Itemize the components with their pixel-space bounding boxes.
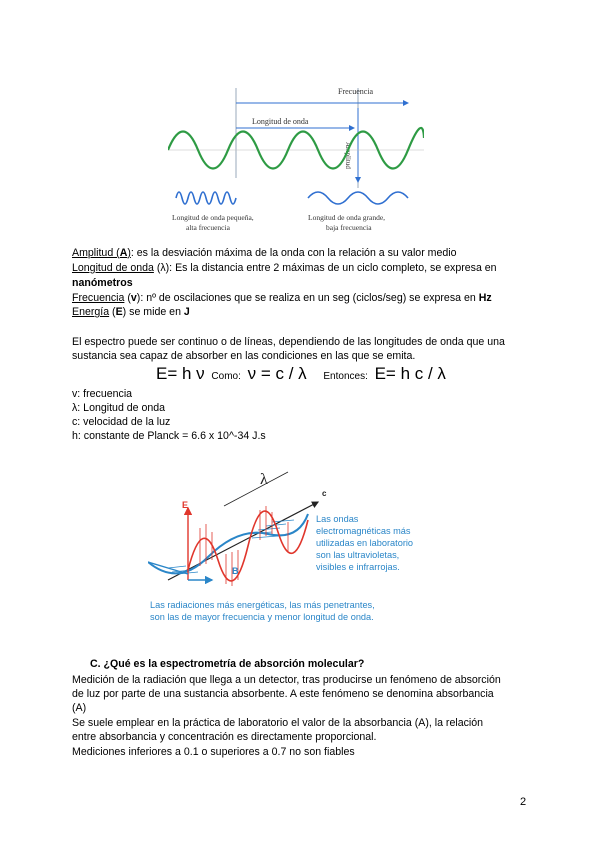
formula-entonces: Entonces: xyxy=(323,371,368,382)
frecuencia-label: Frecuencia xyxy=(338,87,374,96)
amplitud-label: Amplitud xyxy=(344,142,352,169)
side-line-5: visibles e infrarrojas. xyxy=(316,562,400,572)
var-planck: h: constante de Planck = 6.6 x 10^-34 J.s xyxy=(72,430,266,442)
def-longitud-unit: nanómetros xyxy=(72,277,133,289)
formula-e-hc-lambda: E= h c / λ xyxy=(374,364,446,383)
lambda-label: λ xyxy=(260,471,268,488)
page-number: 2 xyxy=(520,796,527,808)
em-wave-diagram xyxy=(148,462,438,626)
spectrum-line-2: sustancia sea capaz de absorber en las condiciones en las que se emita. xyxy=(72,350,416,362)
large-wavelength-wave xyxy=(308,192,408,204)
magnetic-field-wave xyxy=(148,514,308,573)
side-line-1: Las ondas xyxy=(316,514,359,524)
amplitud-term: Amplitud (A) xyxy=(72,247,131,259)
wave-diagram xyxy=(168,78,424,238)
side-text xyxy=(316,514,413,572)
energia-term: Energía xyxy=(72,306,110,318)
propagation-axis xyxy=(168,502,318,580)
right-caption-1: Longitud de onda grande, xyxy=(308,213,386,222)
section-c-line-6: Mediciones inferiores a 0.1 o superiores a 0.7 no son fiables xyxy=(72,746,355,758)
formula-e-hv: E= h ν xyxy=(156,364,205,383)
b-label: B xyxy=(232,566,239,576)
section-c-line-5: entre absorbancia y concentración es directamente proporcional. xyxy=(72,731,377,743)
side-line-2: electromagnéticas más xyxy=(316,526,411,536)
def-longitud: Longitud de onda (λ): Es la distancia entre 2 máximas de un ciclo completo, se expresa en xyxy=(72,262,497,274)
bottom-line-1: Las radiaciones más energéticas, las más penetrantes, xyxy=(150,600,375,610)
e-label: E xyxy=(182,500,189,510)
lambda-arrow xyxy=(224,472,288,506)
var-frecuencia: v: frecuencia xyxy=(72,388,133,400)
left-caption-1: Longitud de onda pequeña, xyxy=(172,213,254,222)
frecuencia-term: Frecuencia xyxy=(72,292,125,304)
formula-como: Como: xyxy=(211,371,241,382)
left-caption-2: alta frecuencia xyxy=(186,223,230,232)
def-frecuencia: Frecuencia (v): nº de oscilaciones que se realiza en un seg (ciclos/seg) se expresa en Hz xyxy=(72,292,492,304)
var-longitud: λ: Longitud de onda xyxy=(72,402,166,414)
var-velocidad: c: velocidad de la luz xyxy=(72,416,171,428)
formula-v-c-lambda: ν = c / λ xyxy=(247,364,307,383)
green-wave xyxy=(168,128,424,169)
section-c-line-2: de luz por parte de una sustancia absorbente. A este fenómeno se denomina absorbancia xyxy=(72,688,494,700)
section-c-line-4: Se suele emplear en la práctica de laboratorio el valor de la absorbancia (A), la relación xyxy=(72,717,484,729)
energy-formula xyxy=(156,364,446,384)
bottom-line-2: son las de mayor frecuencia y menor longitud de onda. xyxy=(150,612,374,622)
c-label: c xyxy=(322,489,327,498)
right-caption-2: baja frecuencia xyxy=(326,223,372,232)
longitud-label: Longitud de onda xyxy=(252,117,309,126)
section-c-line-3: (A) xyxy=(72,702,87,714)
side-line-3: utilizadas en laboratorio xyxy=(316,538,414,548)
section-c-line-1: Medición de la radiación que llega a un detector, tras producirse un fenómeno de absorción xyxy=(72,674,501,686)
def-amplitud: Amplitud (A): es la desviación máxima de la onda con la relación a su valor medio xyxy=(72,247,457,259)
side-line-4: son las ultravioletas, xyxy=(316,550,400,560)
small-wavelength-wave xyxy=(176,192,236,204)
spectrum-line-1: El espectro puede ser continuo o de líneas, dependiendo de las longitudes de onda que una xyxy=(72,336,505,348)
section-c-heading: C. ¿Qué es la espectrometría de absorción molecular? xyxy=(90,658,365,670)
def-energia: Energía (E) se mide en J xyxy=(72,306,190,318)
longitud-term: Longitud de onda xyxy=(72,262,154,274)
